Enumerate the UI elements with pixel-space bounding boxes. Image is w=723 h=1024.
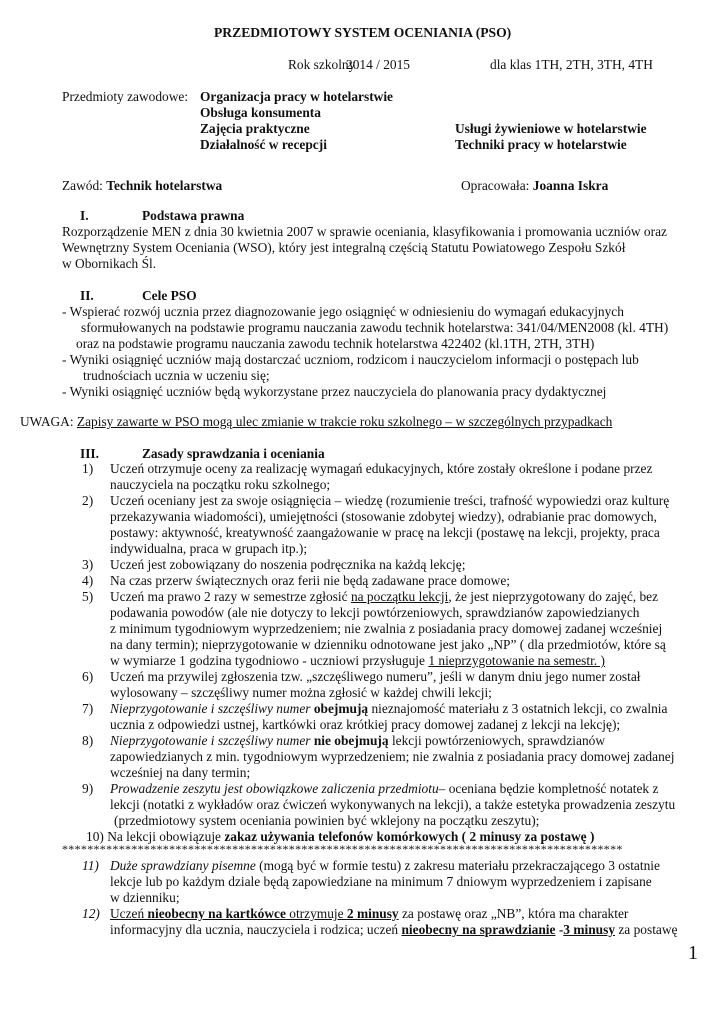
section-1-line: Wewnętrzny System Oceniania (WSO), który jest integralną częścią Statutu Powiatowego Zespołu Szkół: [62, 240, 626, 255]
section-2-number: II.: [80, 288, 94, 303]
list-item-text: Uczeń otrzymuje oceny za realizację wymagań edukacyjnych, które zostały określone i podane przez: [110, 461, 653, 476]
section-1-number: I.: [80, 208, 89, 223]
page-number: 1: [688, 942, 698, 964]
list-item-text: lekcji (notatki z wykładów oraz ćwiczeń wykonywanych na lekcji), a także estetyka prowadzenia zeszytu: [110, 797, 676, 812]
list-item-text: zapowiedzianych z min. tygodniowym wyprzedzeniem; nie zwalnia z posiadania pracy domowej zadanej: [110, 749, 675, 764]
section-2-line: - Wyniki osiągnięć uczniów będą wykorzystane przez nauczyciela do planowania pracy dydaktycznej: [62, 384, 607, 399]
list-item-number: 4): [82, 573, 94, 588]
text-run: (mogą być w formie testu) z zakresu materiału przekraczającego 3 ostatnie: [255, 858, 660, 873]
bold-run: obejmują: [313, 701, 369, 716]
text-run: informacyjny dla ucznia, nauczyciela i rodzica; uczeń: [110, 922, 402, 937]
list-item-text: [110, 653, 605, 669]
school-year-label: Rok szkolny: [288, 57, 356, 72]
list-item-text: na dany termin); nieprzygotowanie w dzienniku odnotowane jest jako „NP” ( dla przedmiotów, które są: [110, 637, 666, 652]
underlined-run: otrzymuje: [285, 906, 347, 921]
italic-run: Nieprzygotowanie i szczęśliwy numer: [110, 701, 314, 716]
author-line: [461, 178, 608, 194]
list-item-text: (przedmiotowy system oceniania powinien być wklejony na początku zeszytu);: [114, 813, 540, 828]
list-item-text: postawy: aktywność, kreatywność zaangażowanie w pracę na lekcji (postawę na lekcji, projekty, praca: [110, 525, 660, 540]
list-item-text: wylosowany – szczęśliwy numer można zgłosić w każdej chwili lekcji;: [110, 685, 492, 700]
section-1-title: Podstawa prawna: [142, 208, 245, 223]
list-item-text: z minimum tygodniowym wyprzedzeniem; nie zwalnia z posiadania pracy domowej zadanej wcześniej: [110, 621, 663, 636]
list-item-text: Na czas przerw świątecznych oraz ferii nie będą zadawane prace domowe;: [110, 573, 511, 588]
list-item-text: Uczeń oceniany jest za swoje osiągnięcia – wiedzę (rozumienie treści, trafność wypowiedzi oraz kulturę: [110, 493, 670, 508]
list-item-text: [110, 906, 628, 922]
text-run: nieznajomość materiału z 3 ostatnich lekcji, co zwalnia: [368, 701, 668, 716]
section-2-title: Cele PSO: [142, 288, 197, 303]
star-separator: *****************************************************************************************: [62, 842, 623, 856]
text-run: lekcji powtórzeniowych, sprawdzianów: [388, 733, 606, 748]
text-run: za postawę oraz „NB”, która ma charakter: [398, 906, 629, 921]
list-item-text: [110, 733, 605, 749]
list-item-text: lekcje lub po każdym dziale będą zapowiedziane na minimum 7 dniowym wyprzedzeniem i zapisane: [110, 874, 652, 889]
underlined-run: na początku lekcji: [350, 589, 449, 604]
bold-underlined-run: nieobecny na kartkówce: [147, 906, 286, 921]
list-item-number: 5): [82, 589, 94, 604]
section-1-line: w Obornikach Śl.: [62, 256, 157, 271]
underlined-run: 1 nieprzygotowanie na semestr. ): [428, 653, 605, 668]
bold-underlined-run: nieobecny na sprawdzianie: [401, 922, 556, 937]
text-run: w wymiarze 1 godzina tygodniowo - uczniowi przysługuje: [110, 653, 429, 668]
list-item-text: wcześniej na dany termin;: [110, 765, 251, 780]
bold-run: nie obejmują: [313, 733, 389, 748]
list-item-text: [110, 589, 658, 605]
section-2-line: - Wspierać rozwój ucznia przez diagnozowanie jego osiągnięć w odniesieniu do wymagań edukacyjnych: [62, 304, 624, 319]
profession-label: Zawód:: [62, 178, 103, 193]
section-2-line: trudnościach ucznia w uczeniu się;: [83, 368, 270, 383]
list-item-text: przekazywania wiadomości), umiejętności (stosowanie zdobytej wiedzy), odrabianie prac domowych,: [110, 509, 657, 524]
list-item-number: 12): [82, 906, 100, 921]
italic-run: Duże sprawdziany pisemne: [110, 858, 256, 873]
bold-run: -: [555, 922, 564, 937]
subjects-label: Przedmioty zawodowe:: [62, 89, 189, 104]
list-item-number: 6): [82, 669, 94, 684]
underlined-run: Uczeń: [110, 906, 148, 921]
subject-item: Techniki pracy w hotelarstwie: [455, 137, 627, 152]
bold-run: zakaz używania telefonów komórkowych ( 2 minusy za postawę ): [224, 829, 595, 844]
bold-underlined-run: 2 minusy: [346, 906, 399, 921]
list-item-number: 8): [82, 733, 94, 748]
section-2-line: oraz na podstawie programu nauczania zawodu technik hotelarstwa 422402 (kl.1TH, 2TH, 3TH): [76, 336, 595, 351]
list-item-text: [110, 701, 667, 717]
list-item-text: [110, 922, 677, 938]
profession-line: [62, 178, 222, 194]
italic-run: Nieprzygotowanie i szczęśliwy numer: [110, 733, 314, 748]
author-label: Opracowała:: [461, 178, 530, 193]
text-run: – oceniana będzie kompletność notatek z: [438, 781, 659, 796]
list-item-text: Uczeń ma przywilej zgłoszenia tzw. „szczęśliwego numeru”, jeśli w danym dniu jego numer został: [110, 669, 641, 684]
subject-item: Działalność w recepcji: [200, 137, 327, 152]
list-item-text: w dzienniku;: [110, 890, 180, 905]
list-item-text: podawania powodów (ale nie dotyczy to lekcji powtórzeniowych, sprawdzianów zapowiedzianych: [110, 605, 640, 620]
page-title: PRZEDMIOTOWY SYSTEM OCENIANIA (PSO): [214, 25, 512, 40]
list-item-number: 7): [82, 701, 94, 716]
subject-item: Obsługa konsumenta: [200, 105, 321, 120]
author-value: Joanna Iskra: [532, 178, 609, 193]
school-year-value: 2014 / 2015: [346, 57, 410, 72]
text-run: Na lekcji obowiązuje: [103, 829, 225, 844]
classes-info: dla klas 1TH, 2TH, 3TH, 4TH: [490, 57, 653, 72]
section-2-line: sformułowanych na podstawie programu nauczania zawodu technik hotelarstwa: 341/04/MEN2008 (kl. 4TH): [81, 320, 669, 335]
subject-item: Usługi żywieniowe w hotelarstwie: [455, 121, 647, 136]
notice-label: UWAGA:: [20, 414, 74, 429]
italic-run: Prowadzenie zeszytu jest obowiązkowe zaliczenia przedmiotu: [110, 781, 439, 796]
notice-line: [20, 414, 612, 430]
list-item-number: 2): [82, 493, 94, 508]
list-item-text: indywidualna, praca w grupach itp.);: [110, 541, 308, 556]
list-item-number: 11): [82, 858, 99, 873]
list-item-number: 3): [82, 557, 94, 572]
text-run: , że jest nieprzygotowany do zajęć, bez: [448, 589, 659, 604]
text-run: Uczeń ma prawo 2 razy w semestrze zgłosić: [110, 589, 351, 604]
list-item-text: Uczeń jest zobowiązany do noszenia podręcznika na każdą lekcję;: [110, 557, 466, 572]
list-item-text: [110, 781, 658, 797]
list-item-number: 10): [86, 829, 104, 844]
section-3-title: Zasady sprawdzania i oceniania: [142, 446, 325, 461]
section-3-number: III.: [80, 446, 99, 461]
section-2-line: - Wyniki osiągnięć uczniów mają dostarczać uczniom, rodzicom i nauczycielom informacji o postępach lub: [62, 352, 639, 367]
subject-item: Organizacja pracy w hotelarstwie: [200, 89, 394, 104]
subject-item: Zajęcia praktyczne: [200, 121, 310, 136]
profession-value: Technik hotelarstwa: [106, 178, 223, 193]
notice-text: Zapisy zawarte w PSO mogą ulec zmianie w trakcie roku szkolnego – w szczególnych przypadkach: [76, 414, 613, 429]
section-1-line: Rozporządzenie MEN z dnia 30 kwietnia 2007 w sprawie oceniania, klasyfikowania i promowania uczniów oraz: [62, 224, 667, 239]
bold-underlined-run: 3 minusy: [563, 922, 616, 937]
list-item-text: [110, 858, 660, 874]
list-item-number: 1): [82, 461, 94, 476]
list-item-text: nauczyciela na początku roku szkolnego;: [110, 477, 331, 492]
text-run: za postawę: [615, 922, 678, 937]
list-item-number: 9): [82, 781, 94, 796]
list-item-text: ucznia z odpowiedzi ustnej, kartkówki oraz krótkiej pracy domowej zadanej z lekcji na lekcję);: [110, 717, 621, 732]
